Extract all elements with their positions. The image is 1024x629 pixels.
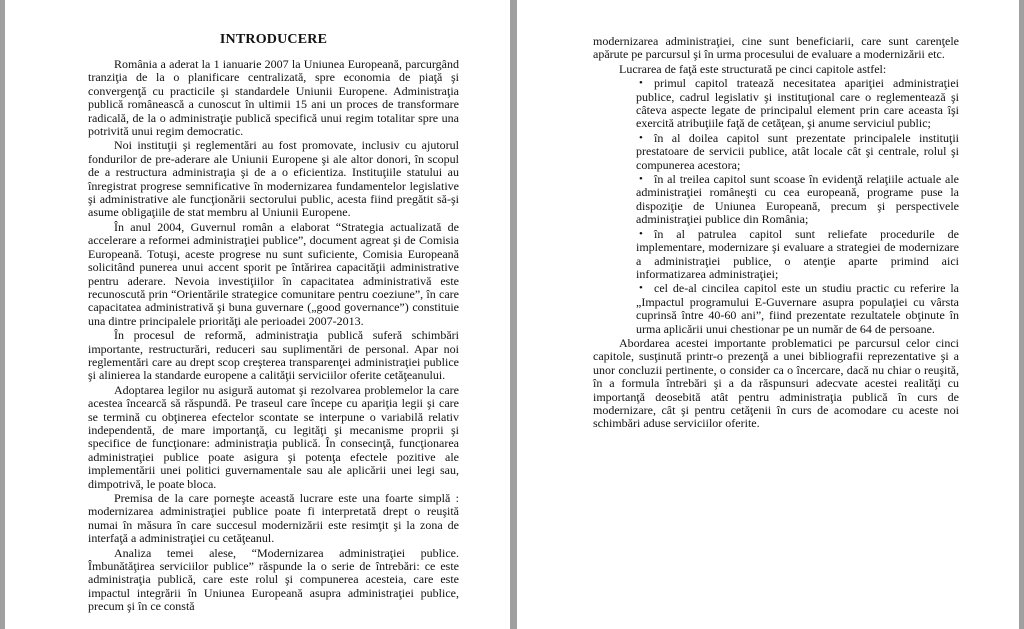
chapter-item-text: în al doilea capitol sunt prezentate principalele instituţii prestatoare de servicii publice, atât locale cât şi centrale, rolul şi compunerea acestora; (636, 130, 959, 172)
bullet-icon: • (639, 227, 643, 240)
document-page-left (5, 0, 510, 629)
paragraph-4: În procesul de reformă, administraţia publică suferă schimbări importante, restructurări, reduceri sau suplimentări de personal. Apar noi reglementări care au drept scop creşterea transparenţei administraţiei publice şi alinierea la standarde europene a calităţii serviciilor oferite cetăţeanului. (88, 328, 459, 383)
paragraph-continuation: modernizarea administraţiei, cine sunt beneficiarii, care sunt carenţele apărute pe parcursul şi în urma procesului de evaluare a modernizării etc. (593, 34, 959, 62)
document-title: INTRODUCERE (219, 32, 328, 47)
chapter-item-text: în al patrulea capitol sunt reliefate procedurile de implementare, modernizare şi evaluare a strategiei de modernizare a administraţiei publice, o atenţie aparte primind aici informatizarea administraţiei; (636, 226, 959, 281)
bullet-icon: • (639, 173, 643, 186)
paragraph-5: Adoptarea legilor nu asigură automat şi rezolvarea problemelor la care acestea încearcă să răspundă. Pe traseul care începe cu apariţia legii şi care se termină cu obţinerea efectelor scontate se interpune o variabilă relativ independentă, de mare importanţă, cu legităţi şi mecanisme proprii şi specifice de funcţionare: administraţia publică. În consecinţă, funcţionarea administraţiei publice poate asigura şi potenţa efectele pozitive ale implementării unei politici guvernamentale sau ale aplicării unei legi sau, dimpotrivă, le poate bloca. (88, 382, 459, 491)
chapter-item-2 (636, 132, 959, 172)
bullet-icon: • (639, 131, 643, 144)
paragraph-6: Premisa de la care porneşte această lucrare este una foarte simplă : modernizarea administraţiei publice poate fi interpretată drept o reuşită numai în măsura în care succesul modernizării este resimţit şi la zona de interfaţă a administraţiei cu cetăţeanul. (88, 491, 459, 546)
paragraph-7: Analiza temei alese, “Modernizarea administraţiei publice. Îmbunătăţirea serviciilor publice” răspunde la o serie de întrebări: ce este administraţia publică, care este rolul şi compunerea acesteia, care este impactul integrării în Uniunea Europeană asupra administraţiei publice, precum şi în ce constă (88, 545, 459, 614)
chapter-item-text: în al treilea capitol sunt scoase în evidenţă relaţiile actuale ale administraţiei româneşti cu cea europeană, programe puse la dispoziţie de Uniunea Europeană, precum şi perspectivele administraţiei publice din România; (636, 172, 959, 227)
chapter-item-3 (636, 173, 959, 227)
chapter-item-text: cel de-al cincilea capitol este un studiu practic cu referire la „Impactul programului E-Guvernare asupra populaţiei cu vârsta cuprinsă între 40-60 ani”, fiind prezentate rezultatele obţinute în urma aplicării unui chestionar pe un număr de 64 de persoane. (636, 281, 959, 336)
closing-paragraph: Abordarea acestei importante problematici pe parcursul celor cinci capitole, susţinută printr-o prezenţă a unei bibliografii reprezentative şi a unor concluzii pertinente, o consider ca o încercare, dacă nu chiar o reuşită, în a formula întrebări şi a da răspunsuri adecvate acestei realităţi cu importanţă deosebită atât pentru administraţia publică în curs de modernizare, cât şi pentru cetăţenii în curs de acomodare cu aceste noi schimbări aduse serviciilor oferite. (593, 335, 959, 431)
structure-sentence: Lucrarea de faţă este structurată pe cinci capitole astfel: (619, 61, 887, 76)
chapter-item-text: primul capitol tratează necesitatea apariţiei administraţiei publice, cadrul legislativ şi instituţional care o reglementează şi câteva aspecte legate de principalul element prin care aceasta îşi exercită atribuţiile faţă de cetăţean, şi anume serviciul public; (636, 76, 959, 131)
chapter-item-5 (636, 282, 959, 336)
bullet-icon: • (639, 282, 643, 295)
paragraph-2: Noi instituţii şi reglementări au fost promovate, inclusiv cu ajutorul fondurilor de pre-aderare ale Uniunii Europene şi ale altor donori, în scopul de a restructura administraţia şi de a o eficientiza. Instituţiile statului au înregistrat progrese semnificative în modernizarea fundamentelor legislative şi administrative ale funcţionării sectorului public, acesta fiind pregătit să-şi asume obligaţiile de stat membru al Uniunii Europene. (88, 138, 459, 220)
chapter-list (593, 77, 959, 336)
chapter-item-1 (636, 77, 959, 131)
paragraph-3: În anul 2004, Guvernul român a elaborat “Strategia actualizată de accelerare a reformei administraţiei publice”, document agreat şi de Comisia Europeană. Totuşi, aceste progrese nu sunt suficiente, Comisia Europeană solicitând punerea unui accent sporit pe întărirea capacităţii administrative pentru aderare. Nevoia investiţiilor în capacitatea administrativă este recunoscută prin “Orientările strategice comunitare pentru coeziune”, în care capacitatea administrativă şi buna guvernare („good governance”) constituie una dintre principalele priorităţi ale perioadei 2007-2013. (88, 219, 459, 328)
document-page-right (517, 0, 1019, 629)
paragraph-1: România a aderat la 1 ianuarie 2007 la Uniunea Europeană, parcurgând tranziţia de la o planificare centralizată, spre economia de piaţă şi convergenţă cu practicile şi standardele Uniunii Europene. Administraţia publică românească a cunoscut în ultimii 15 ani un proces de transformare radicală, de la o administraţie publică specifică unui regim totalitar spre una potrivită unui regim democratic. (88, 57, 459, 139)
chapter-item-4 (636, 228, 959, 282)
bullet-icon: • (639, 77, 643, 90)
